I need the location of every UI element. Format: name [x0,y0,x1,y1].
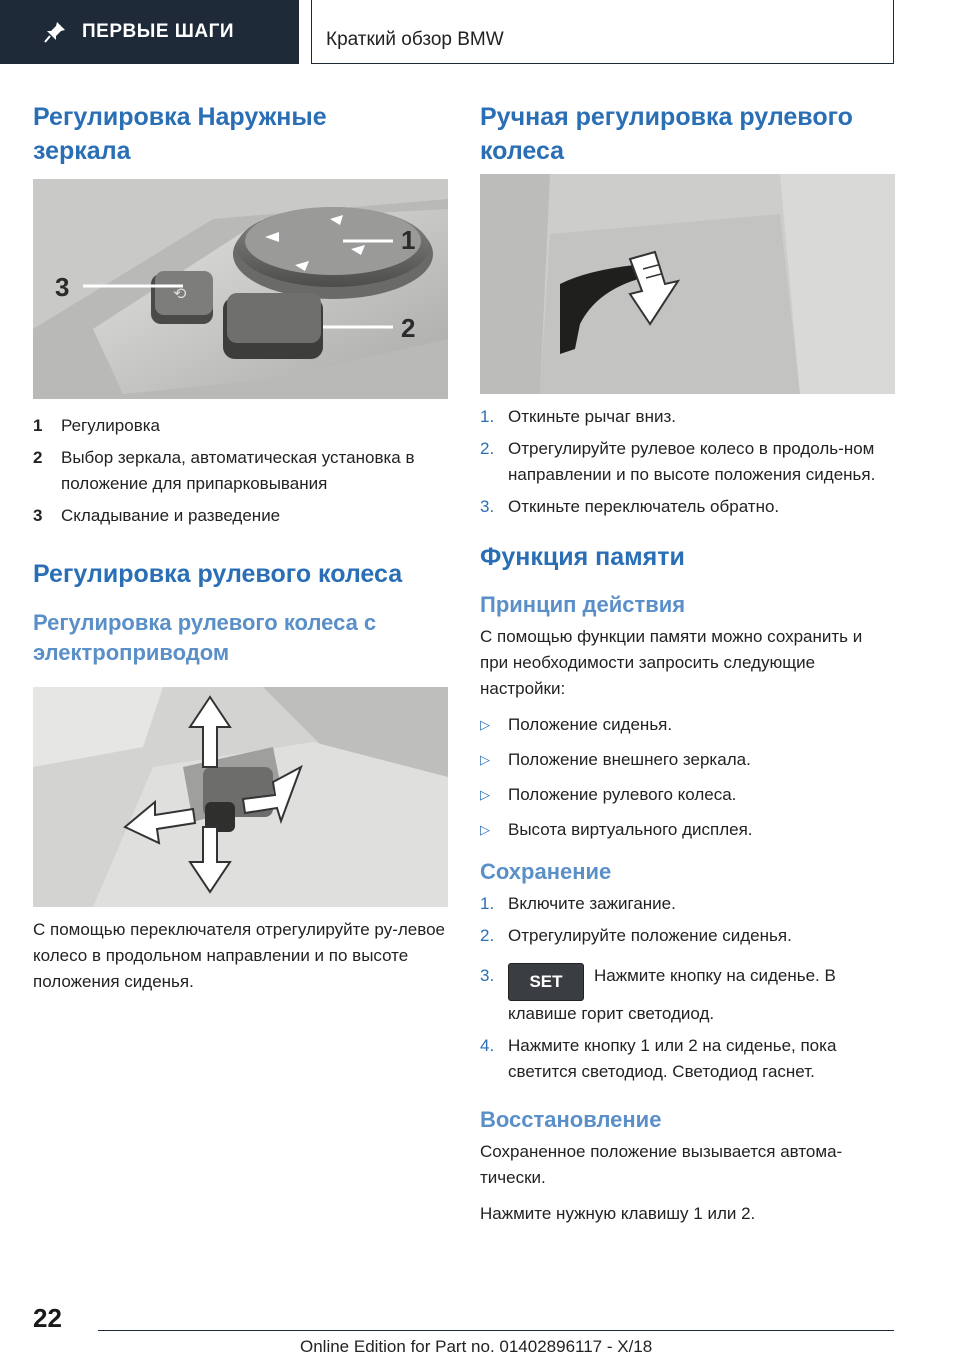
memory-heading: Функция памяти [480,543,685,571]
triangle-bullet-icon: ▷ [480,787,490,802]
chapter-title: Краткий обзор BMW [326,29,504,50]
triangle-bullet-icon: ▷ [480,752,490,767]
list-item: 3 Складывание и разведение [33,506,281,525]
svg-text:⟲: ⟲ [173,284,187,303]
mirror-switch-image [33,179,448,399]
list-item: 3. SET Нажмите кнопку на сиденье. В клавише горит светодиод. [480,963,895,1027]
list-item: 2. Отрегулируйте положение сиденья. [480,926,792,945]
save-steps [480,891,895,1085]
restore-text-1: Сохраненное положение вызывается автома-тически. [480,1142,843,1187]
edition-text: Online Edition for Part no. 01402896117 - X/18 [300,1337,653,1356]
steering-switch-image [33,687,448,907]
memory-settings-list [480,712,895,843]
footer-divider [98,1330,894,1331]
principle-text: С помощью функции памяти можно сохранить и при необходимости запросить следующие настройки: [480,627,863,698]
list-item: 2 Выбор зеркала, автоматическая установка в положение для припарковывания [33,448,415,493]
list-item: 1. Откиньте рычаг вниз. [480,407,676,426]
page-header [0,0,960,66]
list-item: ▷ Положение внешнего зеркала. [480,747,895,773]
section-tab-label: ПЕРВЫЕ ШАГИ [82,21,235,42]
list-item: 1 Регулировка [33,416,160,435]
list-item: ▷ Положение сиденья. [480,712,895,738]
principle-heading: Принцип действия [480,592,686,617]
manual-steps [480,404,895,520]
wheel-description: С помощью переключателя отрегулируйте ру-левое колесо в продольном направлении и по высоте положения сиденья. [33,920,445,991]
list-item: ▷ Высота виртуального дисплея. [480,817,895,843]
list-item: 1. Включите зажигание. [480,894,676,913]
list-item: ▷ Положение рулевого колеса. [480,782,895,808]
restore-text-2: Нажмите нужную клавишу 1 или 2. [480,1204,756,1223]
set-button[interactable]: SET [508,963,584,1001]
pin-icon [42,19,68,45]
wheel-subheading: Регулировка рулевого колеса с электроприводом [33,610,377,665]
manual-heading: Ручная регулировка рулевого колеса [480,103,853,165]
list-item: 4. Нажмите кнопку 1 или 2 на сиденье, пока светится светодиод. Светодиод гаснет. [480,1036,837,1081]
page-number: 22 [33,1303,62,1333]
mirror-label-3: 3 [55,272,70,302]
list-item: 2. Отрегулируйте рулевое колесо в продоль-ном направлении и по высоте положения сиденья. [480,439,876,484]
section-tab[interactable] [0,0,299,64]
left-column [33,100,448,995]
steering-lever-image [480,174,895,394]
chapter-title-box [311,0,894,64]
list-item: 3. Откиньте переключатель обратно. [480,497,780,516]
mirror-label-1: 1 [401,225,416,255]
triangle-bullet-icon: ▷ [480,822,490,837]
mirror-heading: Регулировка Наружные зеркала [33,103,327,165]
right-column [480,100,895,1227]
wheel-heading: Регулировка рулевого колеса [33,560,403,588]
triangle-bullet-icon: ▷ [480,717,490,732]
restore-heading: Восстановление [480,1107,662,1132]
mirror-legend [33,413,448,529]
save-heading: Сохранение [480,859,612,884]
mirror-label-2: 2 [401,313,416,343]
